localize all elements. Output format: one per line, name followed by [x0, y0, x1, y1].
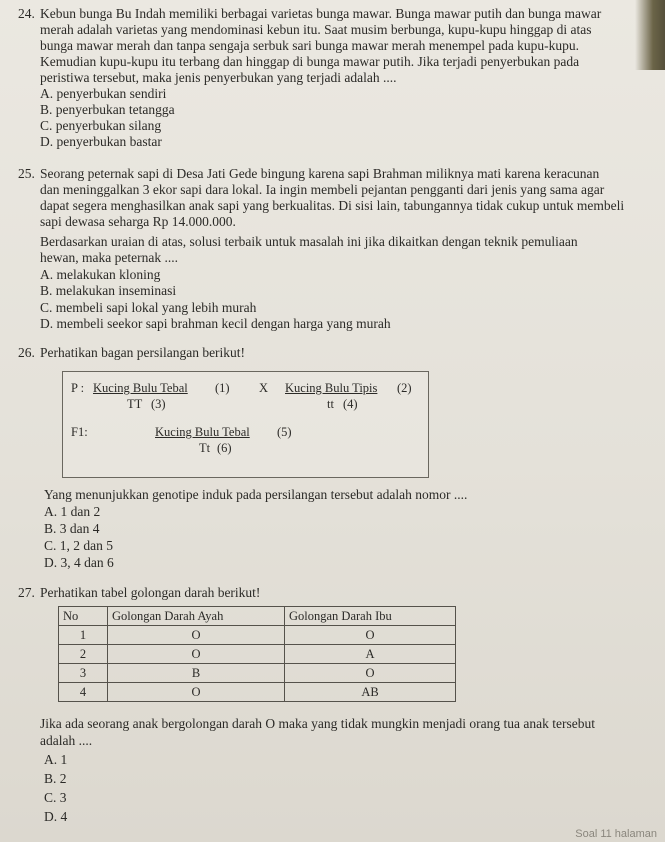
- cross-diagram-box: [62, 371, 429, 478]
- row-mother: AB: [285, 683, 456, 702]
- page-shadow: [635, 0, 665, 70]
- q24-option-a: A. penyerbukan sendiri: [40, 86, 167, 101]
- q25-line: Berdasarkan uraian di atas, solusi terbaik untuk masalah ini jika dikaitkan dengan teknik pemuliaan: [40, 234, 578, 249]
- q27-option-d: D. 4: [44, 809, 68, 824]
- q24-line: merah adalah varietas yang mendominasi kebun itu. Saat musim berbunga, kupu-kupu hinggap di atas: [40, 22, 592, 37]
- header-mother: Golongan Darah Ibu: [285, 607, 456, 626]
- parent1-genotype: TT: [127, 397, 143, 411]
- footer-page-note: Soal 11 halaman: [575, 828, 657, 840]
- parent2-genotype: tt: [327, 397, 334, 411]
- q26-option-a: A. 1 dan 2: [44, 504, 101, 519]
- parent2-phenotype: Kucing Bulu Tipis: [285, 381, 378, 395]
- q24-option-d: D. penyerbukan bastar: [40, 134, 162, 149]
- q25-line: hewan, maka peternak ....: [40, 250, 178, 265]
- q24-line: Kebun bunga Bu Indah memiliki berbagai varietas bunga mawar. Bunga mawar putih dan bunga mawar: [40, 6, 602, 21]
- f1-genotype-number: (6): [217, 441, 232, 455]
- f1-label: F1:: [71, 425, 88, 439]
- q26-number: 26.: [18, 345, 35, 360]
- q25-line: sapi dewasa seharga Rp 14.000.000.: [40, 214, 236, 229]
- q27-option-b: B. 2: [44, 771, 67, 786]
- q24-line: Kemudian kupu-kupu itu terbang dan hinggap di bunga mawar putih. Jika terjadi penyerbukan pada: [40, 54, 580, 69]
- row-father: O: [108, 683, 285, 702]
- q27-intro: Perhatikan tabel golongan darah berikut!: [40, 585, 261, 600]
- row-mother: A: [285, 645, 456, 664]
- q26-option-b: B. 3 dan 4: [44, 521, 100, 536]
- q27-number: 27.: [18, 585, 35, 600]
- row-mother: O: [285, 626, 456, 645]
- p-label: P :: [71, 381, 85, 395]
- q25-option-d: D. membeli seekor sapi brahman kecil dengan harga yang murah: [40, 316, 391, 331]
- table-row: [59, 664, 456, 683]
- parent1-phenotype: Kucing Bulu Tebal: [93, 381, 188, 395]
- table-header-row: [59, 607, 456, 626]
- q26-question: Yang menunjukkan genotipe induk pada persilangan tersebut adalah nomor ....: [44, 487, 468, 502]
- row-father: B: [108, 664, 285, 683]
- q24-option-b: B. penyerbukan tetangga: [40, 102, 175, 117]
- blood-type-table: [58, 606, 456, 702]
- table-row: [59, 626, 456, 645]
- q25-option-c: C. membeli sapi lokal yang lebih murah: [40, 300, 257, 315]
- q27-option-a: A. 1: [44, 752, 68, 767]
- row-father: O: [108, 645, 285, 664]
- parent2-number: (2): [397, 381, 412, 395]
- q25-option-b: B. melakukan inseminasi: [40, 283, 177, 298]
- row-no: 3: [59, 664, 108, 683]
- row-no: 4: [59, 683, 108, 702]
- parent1-genotype-number: (3): [151, 397, 166, 411]
- row-father: O: [108, 626, 285, 645]
- row-mother: O: [285, 664, 456, 683]
- q25-line: dan meninggalkan 3 ekor sapi dara lokal. Ia ingin membeli pejantan pengganti dari jenis yang sama agar: [40, 182, 605, 197]
- q25-line: dapat segera menghasilkan anak sapi yang berkualitas. Di sisi lain, tabungannya tidak cukup untuk membeli: [40, 198, 625, 213]
- q24-line: bunga mawar merah dan tanpa sengaja serbuk sari bunga mawar merah menempel pada kupu-kupu.: [40, 38, 580, 53]
- q26-intro: Perhatikan bagan persilangan berikut!: [40, 345, 246, 360]
- row-no: 1: [59, 626, 108, 645]
- f1-number: (5): [277, 425, 292, 439]
- header-father: Golongan Darah Ayah: [108, 607, 285, 626]
- table-row: [59, 683, 456, 702]
- q27-question-line2: adalah ....: [40, 733, 93, 748]
- q24-line: peristiwa tersebut, maka jenis penyerbukan yang terjadi adalah ....: [40, 70, 397, 85]
- header-no: No: [59, 607, 108, 626]
- q26-option-c: C. 1, 2 dan 5: [44, 538, 113, 553]
- f1-phenotype: Kucing Bulu Tebal: [155, 425, 250, 439]
- cross-symbol: X: [259, 381, 269, 395]
- q27-option-c: C. 3: [44, 790, 67, 805]
- q27-question-line1: Jika ada seorang anak bergolongan darah O maka yang tidak mungkin menjadi orang tua anak tersebut: [40, 716, 595, 731]
- q24-option-c: C. penyerbukan silang: [40, 118, 162, 133]
- parent1-number: (1): [215, 381, 230, 395]
- f1-genotype: Tt: [199, 441, 211, 455]
- row-no: 2: [59, 645, 108, 664]
- q24-number: 24.: [18, 6, 35, 21]
- q26-option-d: D. 3, 4 dan 6: [44, 555, 114, 570]
- q25-option-a: A. melakukan kloning: [40, 267, 161, 282]
- q25-number: 25.: [18, 166, 35, 181]
- table-row: [59, 645, 456, 664]
- parent2-genotype-number: (4): [343, 397, 358, 411]
- q25-line: Seorang peternak sapi di Desa Jati Gede bingung karena sapi Brahman miliknya mati karena keracunan: [40, 166, 600, 181]
